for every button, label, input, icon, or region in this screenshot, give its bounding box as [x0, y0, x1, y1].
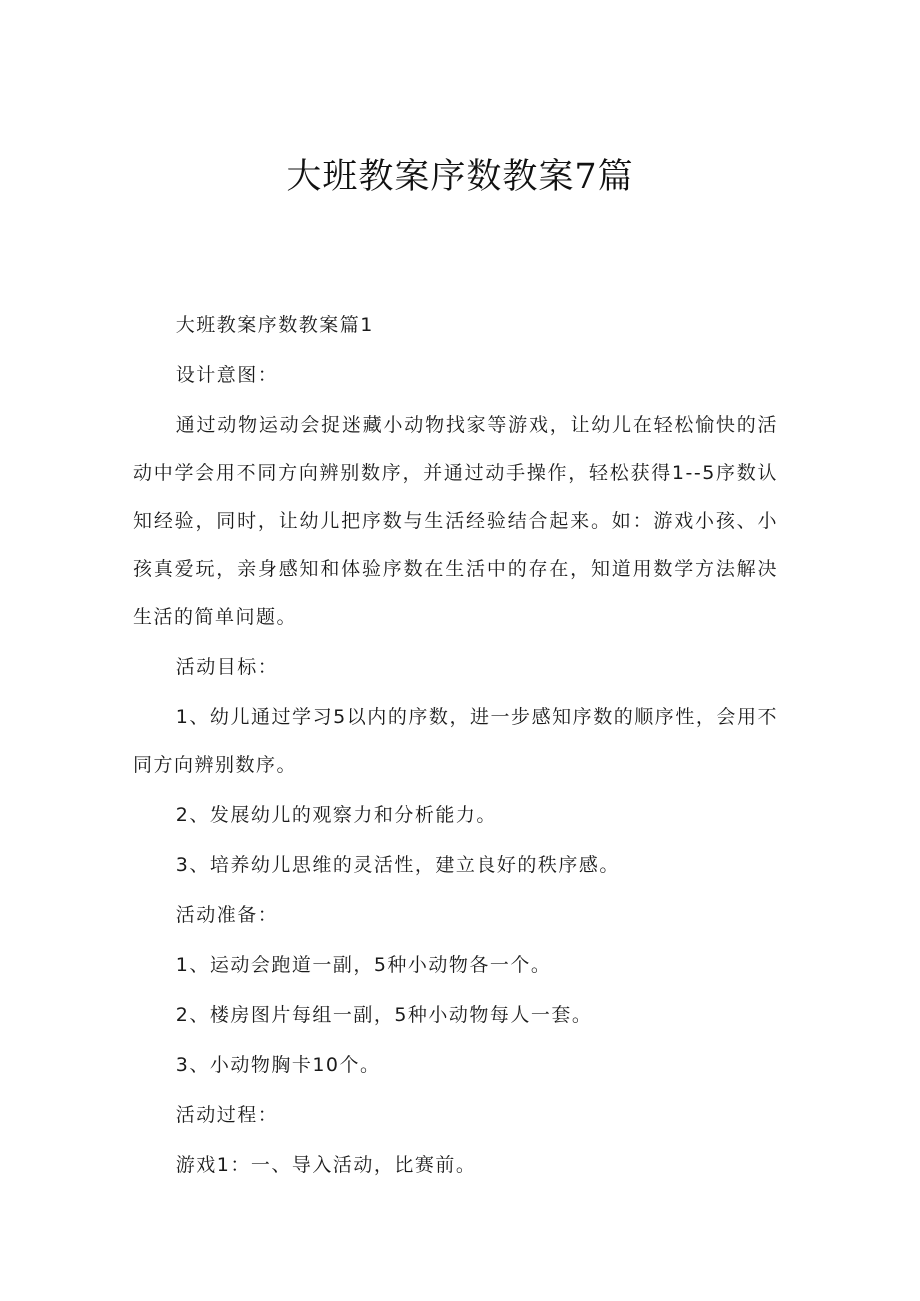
preparation-item-2: 2、楼房图片每组一副，5种小动物每人一套。: [175, 1004, 593, 1026]
preparation-item-3: 3、小动物胸卡10个。: [175, 1054, 381, 1076]
subheading-design-intent: 设计意图：: [175, 364, 279, 386]
preparation-item-1: 1、运动会跑道一副，5种小动物各一个。: [175, 954, 552, 976]
subheading-activity-process: 活动过程：: [175, 1104, 279, 1126]
process-item-1: 游戏1：一、导入活动，比赛前。: [175, 1154, 477, 1176]
section-heading: 大班教案序数教案篇1: [175, 314, 374, 336]
subheading-activity-goals: 活动目标：: [175, 656, 279, 678]
goal-item-2: 2、发展幼儿的观察力和分析能力。: [175, 804, 497, 826]
subheading-activity-preparation: 活动准备：: [175, 904, 279, 926]
goal-item-1: 1、幼儿通过学习5以内的序数，进一步感知序数的顺序性，会用不同方向辨别数序。: [133, 706, 778, 776]
design-intent-paragraph: 通过动物运动会捉迷藏小动物找家等游戏，让幼儿在轻松愉快的活动中学会用不同方向辨别数序，并通过动手操作，轻松获得1--5序数认知经验，同时，让幼儿把序数与生活经验结合起来。如：游戏小孩、小孩真爱玩，亲身感知和体验序数在生活中的存在，知道用数学方法解决生活的简单问题。: [133, 414, 778, 628]
goal-item-3: 3、培养幼儿思维的灵活性，建立良好的秩序感。: [175, 854, 620, 876]
document-body: [133, 301, 778, 1189]
document-title: 大班教案序数教案7篇: [286, 157, 634, 197]
